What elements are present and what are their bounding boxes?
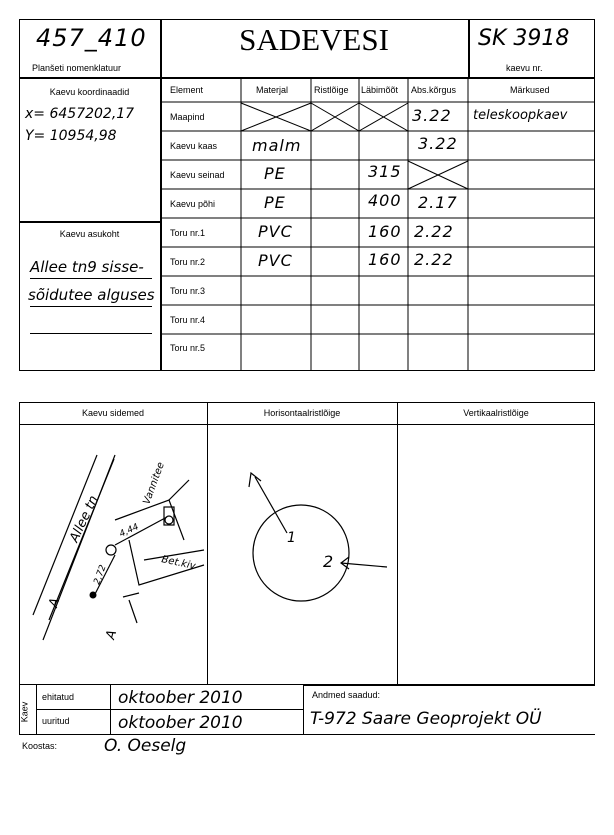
divider: [36, 685, 37, 735]
cell-abs: 2.17: [418, 193, 458, 212]
built-label: ehitatud: [42, 692, 75, 702]
divider: [19, 734, 595, 735]
location-sketch: [19, 425, 207, 685]
horizontal-section: [207, 425, 397, 685]
built-value: oktoober 2010: [118, 688, 243, 708]
coord-y: Y= 10954,98: [25, 128, 117, 144]
cell-labimoot: 315: [368, 162, 402, 181]
sketch-dist2: 2,72: [92, 563, 109, 587]
divider: [303, 685, 304, 735]
row-element: Toru nr.3: [170, 286, 206, 296]
col-header-labimoot: Läbimõõt: [361, 85, 399, 95]
row-element: Toru nr.2: [170, 257, 206, 267]
coord-x: x= 6457202,17: [25, 106, 135, 122]
sketch-letter-a2: A: [103, 628, 121, 642]
cell-markused: teleskoopkaev: [473, 108, 568, 123]
divider: [36, 709, 303, 710]
cell-materjal: PVC: [258, 222, 293, 241]
sketch-building: Bet.kiv: [160, 554, 197, 573]
pipe-2-label: 2: [323, 552, 334, 571]
element-table-grid: [0, 0, 614, 380]
well-number-value: SK 3918: [478, 26, 570, 51]
cell-labimoot: 400: [368, 191, 402, 210]
cell-abs: 3.22: [418, 134, 458, 153]
divider: [303, 685, 595, 686]
page-title: SADEVESI: [239, 22, 389, 57]
sketch-dist1: 4,44: [118, 522, 141, 540]
kaev-side-label: Kaev: [19, 701, 30, 723]
location-label: Kaevu asukoht: [59, 229, 120, 239]
coords-label: Kaevu koordinaadid: [49, 87, 130, 97]
row-element: Kaevu kaas: [170, 141, 218, 151]
sketch-street2: Vannitee: [141, 460, 167, 507]
pipe-1-label: 1: [287, 530, 296, 546]
divider: [110, 685, 111, 735]
col-header-ristloige: Ristlõige: [314, 85, 349, 95]
cell-abs: 2.22: [414, 250, 454, 269]
col-header-abs: Abs.kõrgus: [411, 85, 457, 95]
col-header-materjal: Materjal: [256, 85, 289, 95]
nomenclature-value: 457_410: [36, 24, 147, 52]
row-element: Kaevu põhi: [170, 199, 216, 209]
surveyed-label: uuritud: [42, 716, 70, 726]
cell-abs: 2.22: [414, 222, 454, 241]
sketch-street: Allee tn: [67, 493, 102, 545]
row-element: Toru nr.1: [170, 228, 206, 238]
compiled-label: Koostas:: [22, 741, 58, 751]
surveyed-value: oktoober 2010: [118, 713, 243, 733]
compiled-value: O. Oeselg: [104, 736, 187, 756]
cell-labimoot: 160: [368, 250, 402, 269]
cell-materjal: PE: [264, 164, 286, 183]
section-sidemed: Kaevu sidemed: [81, 408, 145, 418]
location-line2: sõidutee alguses: [28, 286, 155, 304]
col-header-element: Element: [170, 85, 204, 95]
cell-materjal: malm: [252, 136, 302, 155]
cell-labimoot: 160: [368, 222, 402, 241]
row-element: Kaevu seinad: [170, 170, 225, 180]
section-vertikaal: Vertikaalristlõige: [463, 408, 529, 418]
row-element: Toru nr.4: [170, 315, 206, 325]
sketch-letter-a: A: [46, 596, 64, 610]
section-horisontaal: Horisontaalristlõige: [263, 408, 341, 418]
source-label: Andmed saadud:: [312, 690, 381, 700]
location-line1: Allee tn9 sisse-: [30, 258, 144, 276]
cell-abs: 3.22: [412, 106, 452, 125]
row-element: Maapind: [170, 112, 205, 122]
row-element: Toru nr.5: [170, 343, 206, 353]
nomenclature-label: Planšeti nomenklatuur: [32, 63, 122, 73]
divider: [397, 402, 398, 685]
well-number-label: kaevu nr.: [506, 63, 543, 73]
col-header-markused: Märkused: [510, 85, 550, 95]
cell-materjal: PVC: [258, 251, 293, 270]
cell-materjal: PE: [264, 193, 286, 212]
source-value: T-972 Saare Geoprojekt OÜ: [310, 709, 542, 729]
